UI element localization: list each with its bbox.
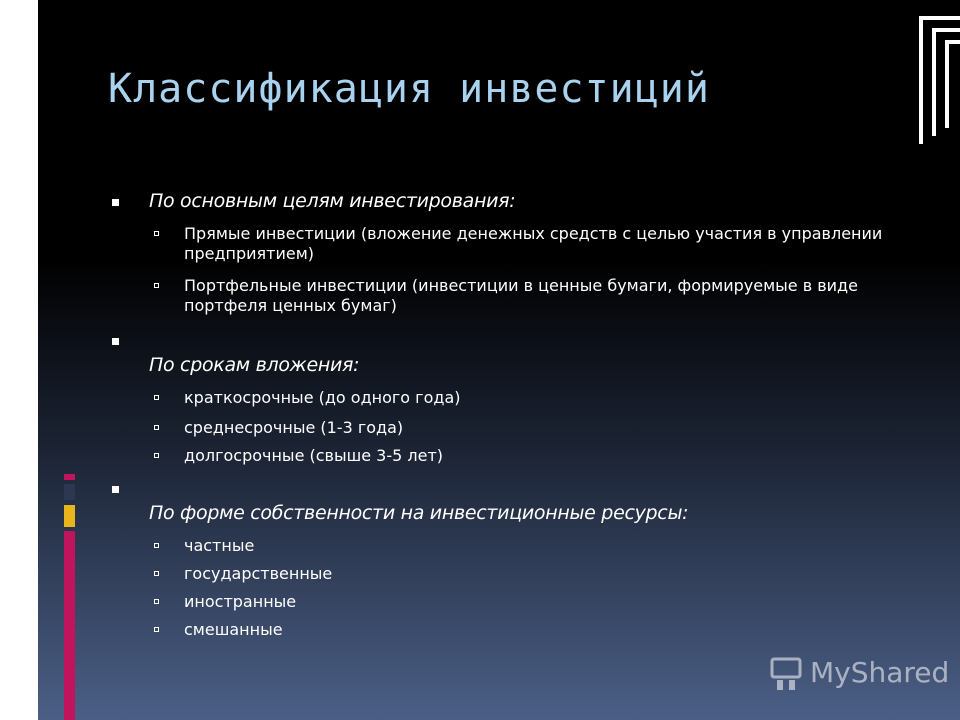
bullet-hollow-square-icon <box>154 571 159 576</box>
list-item <box>154 388 894 408</box>
bullet-hollow-square-icon <box>154 627 159 632</box>
accent-bar-red-top <box>64 474 75 480</box>
bullet-hollow-square-icon <box>154 599 159 604</box>
section-label: По форме собственности на инвестиционные ресурсы: <box>149 502 689 524</box>
list-item-text: среднесрочные (1-3 года) <box>184 418 404 437</box>
bullet-hollow-square-icon <box>154 231 159 236</box>
bullet-square-icon <box>112 486 119 493</box>
watermark-text: MyShared <box>810 656 950 689</box>
list-item <box>154 536 894 556</box>
left-white-band <box>0 0 38 720</box>
slide-title: Классификация инвестиций <box>108 66 710 112</box>
corner-decoration <box>912 0 960 150</box>
list-item <box>154 224 894 264</box>
bullet-hollow-square-icon <box>154 543 159 548</box>
list-item <box>154 446 894 466</box>
list-item-text: государственные <box>184 564 333 583</box>
list-item-text: частные <box>184 536 255 555</box>
bullet-hollow-square-icon <box>154 425 159 430</box>
bullet-hollow-square-icon <box>154 395 159 400</box>
accent-bar-red-bottom <box>64 531 75 720</box>
list-item-text: Прямые инвестиции (вложение денежных средств с целью участия в управлении предприятием) <box>184 224 883 263</box>
bullet-hollow-square-icon <box>154 283 159 288</box>
list-item <box>154 276 894 316</box>
list-item <box>154 418 894 438</box>
bullet-square-icon <box>112 199 119 206</box>
list-item-text: краткосрочные (до одного года) <box>184 388 461 407</box>
list-item-text: Портфельные инвестиции (инвестиции в ценные бумаги, формируемые в виде портфеля ценных бумаг) <box>184 276 858 315</box>
list-item-text: иностранные <box>184 592 297 611</box>
section-label: По срокам вложения: <box>149 354 360 376</box>
accent-bar-gold <box>64 505 75 527</box>
list-item-text: долгосрочные (свыше 3-5 лет) <box>184 446 444 465</box>
list-item-text: смешанные <box>184 620 283 639</box>
list-item <box>154 564 894 584</box>
classroom-board-icon <box>768 656 804 692</box>
bullet-hollow-square-icon <box>154 453 159 458</box>
accent-bar-navy <box>64 484 75 500</box>
bullet-square-icon <box>112 338 119 345</box>
list-item <box>154 592 894 612</box>
section-label: По основным целям инвестирования: <box>149 190 516 212</box>
list-item <box>154 620 894 640</box>
